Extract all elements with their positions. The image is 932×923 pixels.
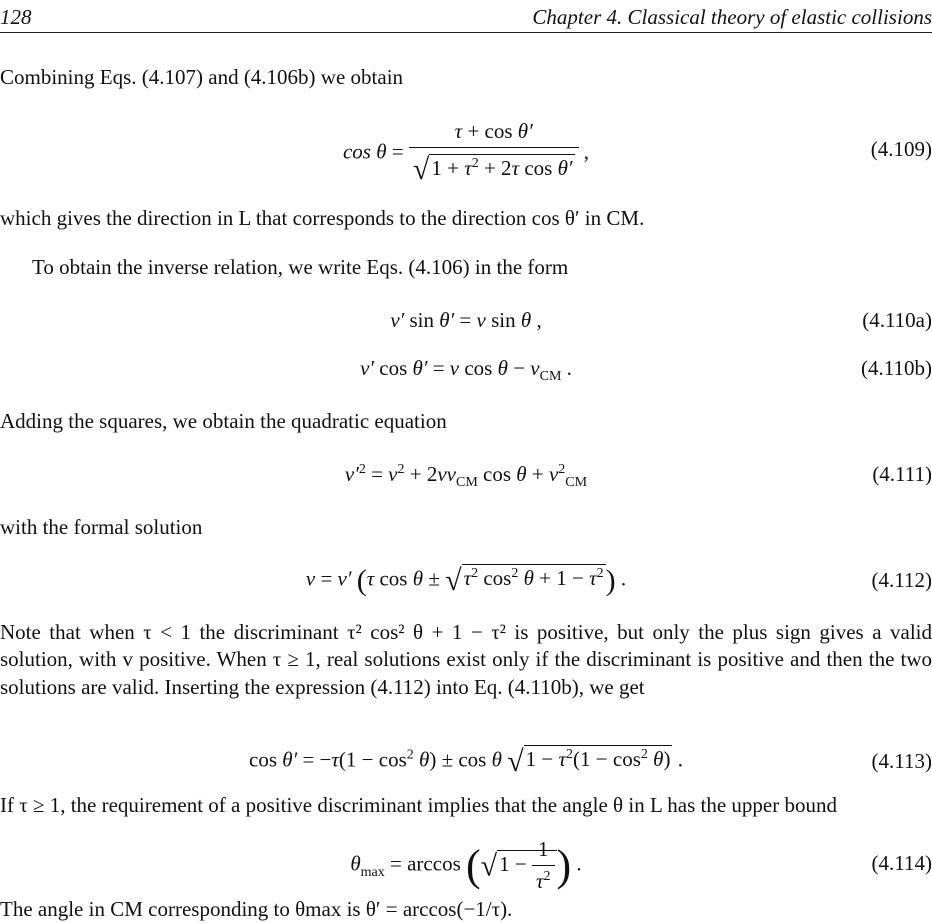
- equation-label: (4.110a): [862, 308, 932, 332]
- paragraph-8: The angle in CM corresponding to θmax is θ′ = arccos(−1/τ).: [0, 897, 513, 921]
- equation-label: (4.110b): [861, 356, 932, 380]
- equation-label: (4.109): [870, 137, 932, 161]
- paragraph-7: If τ ≥ 1, the requirement of a positive discriminant implies that the angle θ in L has the upper bound: [0, 793, 837, 817]
- paragraph-6: Note that when τ < 1 the discriminant τ² cos² θ + 1 − τ² is positive, but only the plus sign gives a valid solution, with v positive. When τ ≥ 1, real solutions exist only if the discriminant is positive and then the two solutions are valid. Inserting the expression (4.112) into Eq. (4.110b), we get: [0, 620, 932, 699]
- header-rule: [0, 32, 932, 33]
- equation-4-112: v = v′ (τ $\cos \theta \pm √\tau^2$ $\cos^2 \theta + 1 - \tau^2$) . (4.112): [305, 564, 932, 597]
- equation-4-114: $\theta_{max} = \arccos (√1$ − $\frac{1}{\tau^2}$ ) . (4.114): [350, 837, 932, 894]
- paragraph-5: with the formal solution: [0, 515, 203, 539]
- page-number: 128: [0, 5, 32, 29]
- equation-4-111: $v'^2 = v^2 + 2vv_{CM}$ $\cos \theta + v^2_{CM}$ (4.111): [344, 462, 932, 491]
- paragraph-4: Adding the squares, we obtain the quadratic equation: [0, 409, 447, 433]
- equation-label: (4.114): [871, 851, 932, 875]
- equation-label: (4.111): [872, 462, 932, 486]
- chapter-title: Chapter 4. Classical theory of elastic collisions: [532, 5, 932, 29]
- equation-label: (4.112): [871, 568, 932, 592]
- equation-4-109: cos θ = $\frac{\text{τ + cos θ′}}{√1 + \tau^2 + 2\tau \cos \theta'}$ , (4.109): [342, 119, 932, 187]
- paragraph-1: Combining Eqs. (4.107) and (4.106b) we obtain: [0, 65, 404, 89]
- paragraph-3: To obtain the inverse relation, we write Eqs. (4.106) in the form: [32, 255, 569, 279]
- paragraph-2: which gives the direction in L that corresponds to the direction cos θ′ in CM.: [0, 206, 645, 230]
- equation-4-113: $\cos \theta' = -\tau(1 - \cos^2 \theta) \pm \cos \theta$ $√1 - \tau^2(1 - \cos^2 \theta)$ . (4.113): [249, 745, 932, 778]
- running-header: [0, 4, 932, 32]
- equation-4-110a: v′ sin θ′ = v sin θ , (4.110a): [0, 307, 932, 337]
- equation-label: (4.113): [871, 749, 932, 773]
- equation-4-110b: v′ cos θ′ = v $\cos \theta - v_{CM}$ . (4.110b): [360, 356, 932, 385]
